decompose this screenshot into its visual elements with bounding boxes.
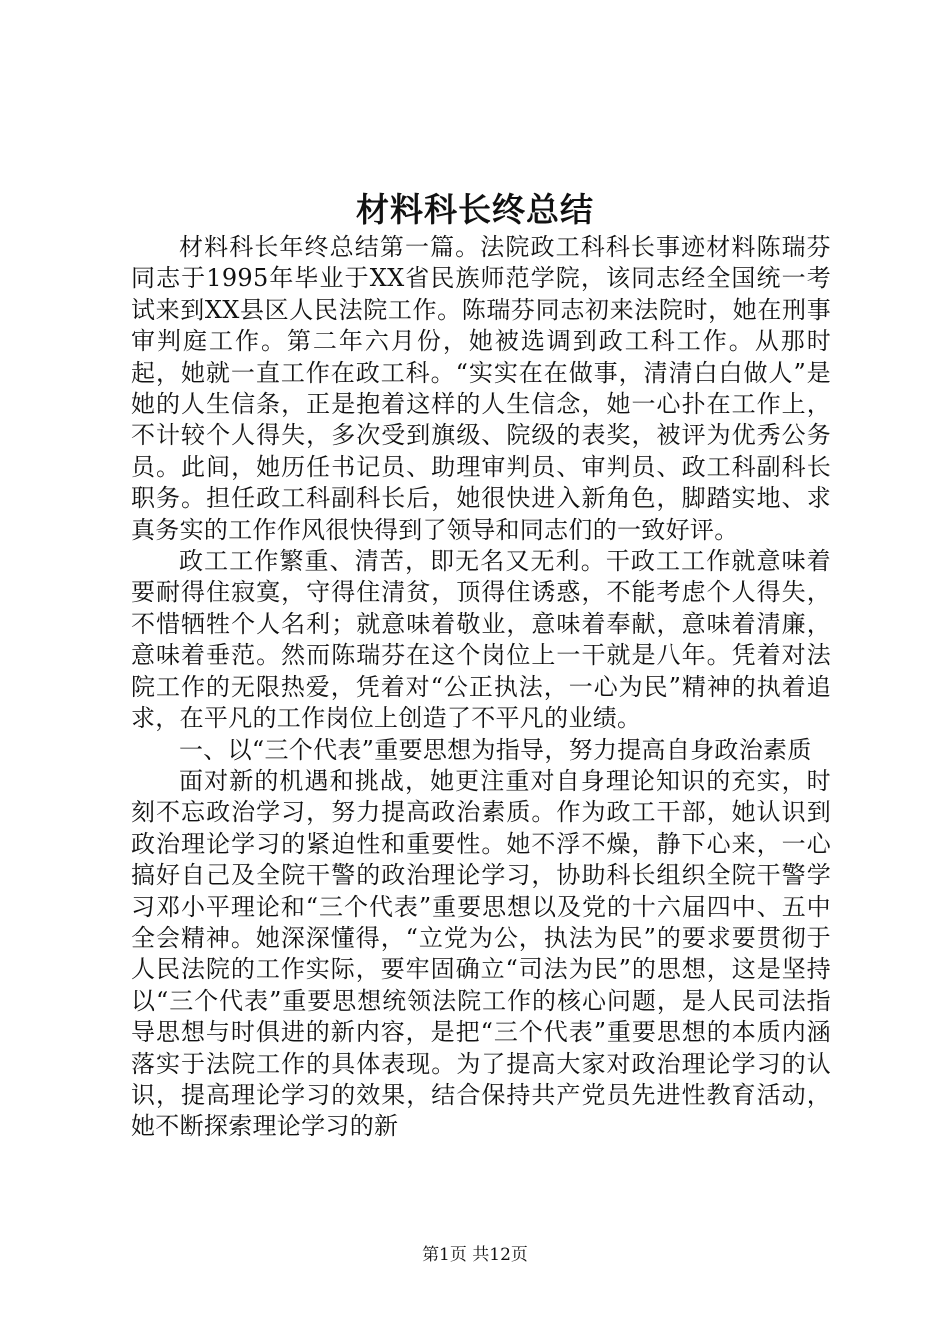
document-body [131,232,831,1143]
paragraph: 材料科长年终总结第一篇。法院政工科科长事迹材料陈瑞芬同志于1995年毕业于XX省民族师范学院，该同志经全国统一考试来到XX县区人民法院工作。陈瑞芬同志初来法院时，她在刑事审判庭工作。第二年六月份，她被选调到政工科工作。从那时起，她就一直工作在政工科。“实实在在做事，清清白白做人”是她的人生信条，正是抱着这样的人生信念，她一心扑在工作上，不计较个人得失，多次受到旗级、院级的表奖，被评为优秀公务员。此间，她历任书记员、助理审判员、审判员、政工科副科长职务。担任政工科副科长后，她很快进入新角色，脚踏实地、求真务实的工作作风很快得到了领导和同志们的一致好评。 [131,233,831,544]
paragraph: 政工工作繁重、清苦，即无名又无利。干政工工作就意味着要耐得住寂寞，守得住清贫，顶得住诱惑，不能考虑个人得失，不惜牺牲个人名利；就意味着敬业，意味着奉献，意味着清廉，意味着垂范。然而陈瑞芬在这个岗位上一干就是八年。凭着对法院工作的无限热爱，凭着对“公正执法，一心为民”精神的执着追求，在平凡的工作岗位上创造了不平凡的业绩。 [131,547,831,733]
page-footer: 第1页 共12页 [422,1245,528,1265]
document-title: 材料科长终总结 [356,190,594,229]
paragraph: 面对新的机遇和挑战，她更注重对自身理论知识的充实，时刻不忘政治学习，努力提高政治素质。作为政工干部，她认识到政治理论学习的紧迫性和重要性。她不浮不燥，静下心来，一心搞好自己及全院干警的政治理论学习，协助科长组织全院干警学习邓小平理论和“三个代表”重要思想以及党的十六届四中、五中全会精神。她深深懂得，“立党为公，执法为民”的要求要贯彻于人民法院的工作实际，要牢固确立“司法为民”的思想，这是坚持以“三个代表”重要思想统领法院工作的核心问题，是人民司法指导思想与时俱进的新内容，是把“三个代表”重要思想的本质内涵落实于法院工作的具体表现。为了提高大家对政治理论学习的认识，提高理论学习的效果，结合保持共产党员先进性教育活动，她不断探索理论学习的新 [131,766,831,1141]
section-heading: 一、以“三个代表”重要思想为指导，努力提高自身政治素质 [179,735,812,764]
